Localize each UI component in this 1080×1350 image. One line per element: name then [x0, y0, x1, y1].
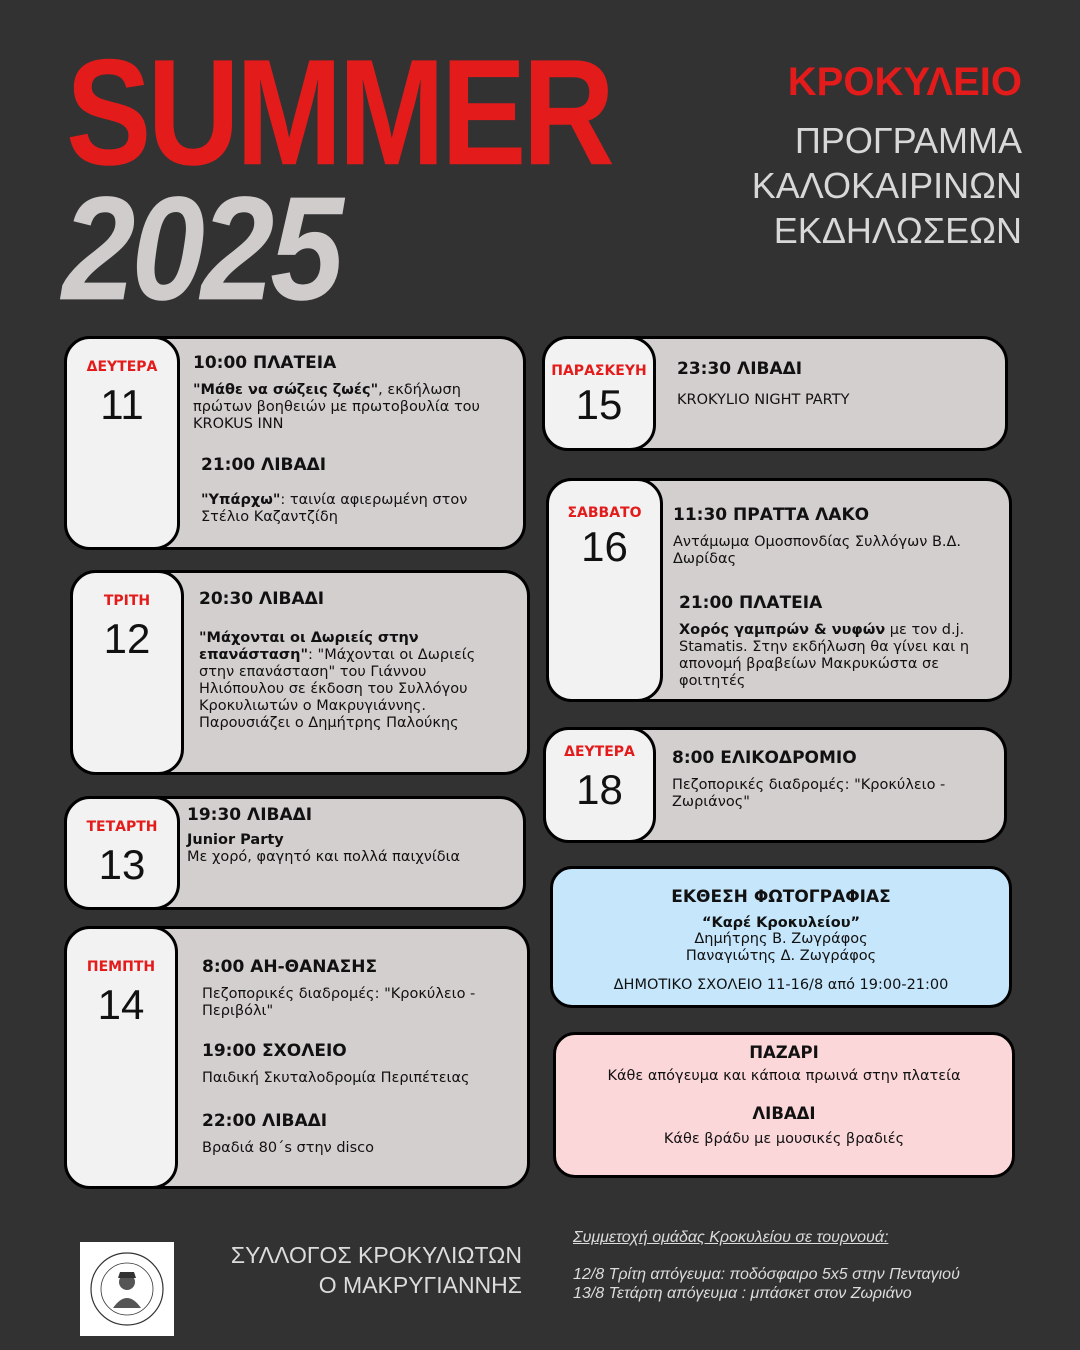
date-tab: [543, 727, 656, 843]
photo-author: Παναγιώτης Δ. Ζωγράφος: [685, 948, 877, 964]
tournament-line: 13/8 Τετάρτη απόγευμα : μπάσκετ στον Ζωριάνο: [573, 1285, 912, 1302]
date-tab: [64, 926, 178, 1189]
day-name: ΔΕΥΤΕΡΑ: [564, 744, 635, 760]
livadi-text: Κάθε βράδυ με μουσικές βραδιές: [663, 1131, 905, 1147]
tournaments-heading: Συμμετοχή ομάδας Κροκυλείου σε τουρνουά:: [573, 1229, 889, 1246]
tournament-line: 12/8 Τρίτη απόγευμα: ποδόσφαιρο 5x5 στην Πενταγιού: [573, 1266, 960, 1283]
photo-author: Δημήτρης Β. Ζωγράφος: [694, 931, 868, 947]
day-date: 15: [575, 381, 623, 428]
market-box: [553, 1032, 1015, 1178]
market-title: ΠΑΖΑΡΙ: [749, 1043, 819, 1062]
event: 22:00 ΛΙΒΑΔΙ Βραδιά 80΄s στην disco: [202, 1111, 374, 1156]
day-card-mon18: [543, 727, 1007, 843]
event: 19:30 ΛΙΒΑΔΙ Junior Party Με χορό, φαγητό και πολλά παιχνίδια: [187, 805, 461, 865]
livadi-title: ΛΙΒΑΔΙ: [752, 1104, 816, 1123]
day-name: ΤΕΤΑΡΤΗ: [86, 819, 158, 835]
day-date: 16: [581, 523, 628, 570]
association-seal-icon: [80, 1242, 174, 1336]
day-name: ΤΡΙΤΗ: [103, 593, 151, 609]
date-tab: [70, 570, 184, 775]
photo-venue: ΔΗΜΟΤΙΚΟ ΣΧΟΛΕΙΟ 11-16/8 από 19:00-21:00: [613, 977, 949, 993]
date-tab: [542, 336, 656, 451]
day-card-wed13: [64, 796, 526, 910]
event: 11:30 ΠΡΑΤΤΑ ΛΑΚΟ Αντάμωμα Ομοσπονδίας Συλλόγων Β.Δ. Δωρίδας: [673, 505, 962, 567]
day-card-thu14: [64, 926, 530, 1189]
day-date: 12: [103, 615, 151, 662]
year-title: 2025: [62, 166, 340, 331]
day-date: 13: [98, 841, 146, 888]
date-tab: [64, 796, 180, 910]
event: 8:00 ΕΛΙΚΟΔΡΟΜΙΟ Πεζοπορικές διαδρομές: "Κροκύλειο - Ζωριάνος": [672, 748, 946, 810]
day-name: ΠΑΡΑΣΚΕΥΗ: [551, 363, 647, 379]
day-card-mon11: [64, 336, 526, 550]
event: 20:30 ΛΙΒΑΔΙ "Μάχονται οι Δωριείς στην επανάσταση": "Μάχονται οι Δωριείς στην επανάσταση" του Γιάννου Ηλιόπουλου σε έκδοση του Συλλόγου Κροκυλιωτών ο Μακρυγιάννης. Παρουσιάζει ο Δημήτρης Παλούκης: [199, 589, 476, 731]
event: 8:00 ΑΗ-ΘΑΝΑΣΗΣ Πεζοπορικές διαδρομές: "Κροκύλειο - Περιβόλι": [202, 957, 476, 1019]
day-date: 11: [100, 381, 144, 428]
day-name: ΣΑΒΒΑΤΟ: [567, 505, 642, 521]
event: 19:00 ΣΧΟΛΕΙΟ Παιδική Σκυταλοδρομία Περιπέτειας: [202, 1041, 470, 1086]
market-text: Κάθε απόγευμα και κάποια πρωινά στην πλατεία: [607, 1068, 961, 1084]
day-name: ΠΕΜΠΤΗ: [86, 959, 156, 975]
day-card-sat16: [546, 478, 1012, 702]
program-subtitle: ΠΡΟΓΡΑΜΜΑ ΚΑΛΟΚΑΙΡΙΝΩΝ ΕΚΔΗΛΩΣΕΩΝ: [751, 120, 1022, 251]
day-date: 14: [97, 981, 145, 1028]
event: 21:00 ΠΛΑΤΕΙΑ Χορός γαμπρών & νυφών με τον d.j. Stamatis. Στην εκδήλωση θα γίνει και η απονομή βραβείων Μακρυκώστα σε φοιτητές: [679, 593, 970, 689]
photo-exhibition-title: ΕΚΘΕΣΗ ΦΩΤΟΓΡΑΦΙΑΣ: [671, 887, 891, 907]
event: 10:00 ΠΛΑΤΕΙΑ "Μάθε να σώζεις ζωές", εκδήλωση πρώτων βοηθειών με πρωτοβουλία του KROKUS INN: [193, 353, 480, 432]
day-date: 18: [576, 766, 623, 813]
day-name: ΔΕΥΤΕΡΑ: [86, 359, 158, 375]
association-logo: [80, 1242, 174, 1336]
day-card-tue12: [70, 570, 530, 775]
tournaments-info: [573, 1228, 960, 1303]
village-name: ΚΡΟΚΥΛΕΙΟ: [787, 60, 1022, 104]
summer-title: SUMMER: [66, 28, 611, 198]
event: 23:30 ΛΙΒΑΔΙ KROKYLIO NIGHT PARTY: [677, 359, 850, 408]
photo-exhibition-subtitle: “Καρέ Κροκυλείου”: [701, 915, 861, 931]
association-name: ΣΥΛΛΟΓΟΣ ΚΡΟΚΥΛΙΩΤΩΝ Ο ΜΑΚΡΥΓΙΑΝΝΗΣ: [230, 1242, 522, 1298]
date-tab: [64, 336, 180, 550]
event: 21:00 ΛΙΒΑΔΙ "Υπάρχω": ταινία αφιερωμένη στον Στέλιο Καζαντζίδη: [201, 455, 468, 525]
day-card-fri15: [542, 336, 1008, 451]
photo-exhibition-box: [550, 866, 1012, 1008]
date-tab: [546, 478, 663, 702]
